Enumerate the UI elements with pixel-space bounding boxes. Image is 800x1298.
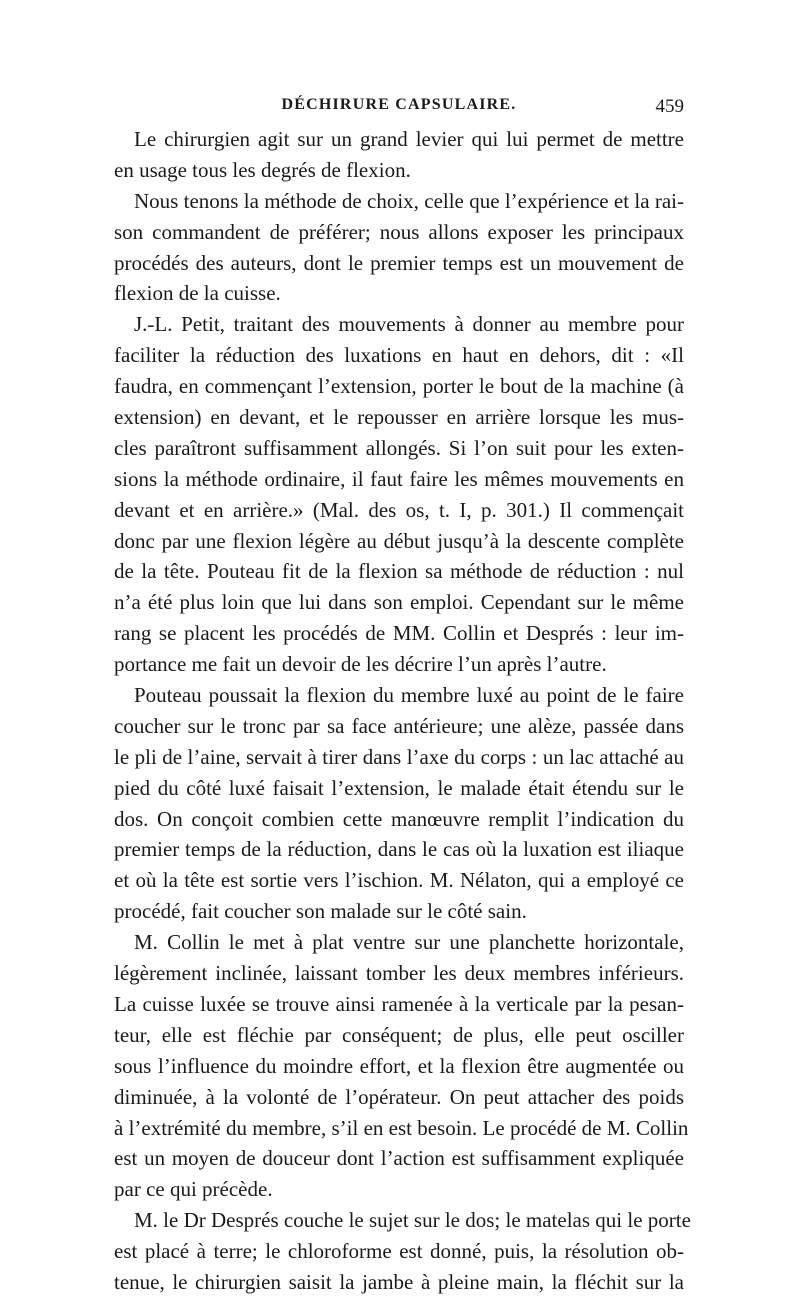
text-line: pied du côté luxé faisait l’extension, le malade était étendu sur le: [114, 775, 684, 800]
text-line: sous l’influence du moindre effort, et la flexion être augmentée ou: [114, 1053, 684, 1078]
text-line: son commandent de préférer; nous allons exposer les principaux: [114, 219, 684, 244]
page-number: 459: [655, 96, 684, 117]
text-line: de la tête. Pouteau fit de la flexion sa méthode de réduction : nul: [114, 559, 684, 584]
text-line: procédés des auteurs, dont le premier temps est un mouvement de: [114, 250, 684, 275]
text-line: Nous tenons la méthode de choix, celle que l’expérience et la rai-: [134, 188, 684, 213]
text-line: tenue, le chirurgien saisit la jambe à pleine main, la fléchit sur la: [114, 1269, 684, 1294]
text-line: La cuisse luxée se trouve ainsi ramenée à la verticale par la pesan-: [114, 991, 684, 1016]
text-line: à l’extrémité du membre, s’il en est besoin. Le procédé de M. Collin: [114, 1115, 689, 1140]
text-line: cles paraîtront suffisamment allongés. Si l’on suit pour les exten-: [114, 435, 684, 460]
text-line: en usage tous les degrés de flexion.: [114, 157, 411, 182]
text-line: faciliter la réduction des luxations en haut en dehors, dit : «Il: [114, 343, 684, 368]
body-text: [114, 124, 691, 1298]
text-line: légèrement inclinée, laissant tomber les deux membres inférieurs.: [114, 961, 684, 986]
text-line: devant et en arrière.» (Mal. des os, t. I, p. 301.) Il commençait: [114, 497, 684, 522]
text-line: faudra, en commençant l’extension, porter le bout de la machine (à: [114, 374, 684, 399]
text-line: donc par une flexion légère au début jusqu’à la descente complète: [114, 528, 684, 553]
text-line: et où la tête est sortie vers l’ischion. M. Nélaton, qui a employé ce: [114, 868, 684, 893]
text-line: Le chirurgien agit sur un grand levier qui lui permet de mettre: [134, 127, 684, 151]
text-line: extension) en devant, et le repousser en arrière lorsque les mus-: [114, 405, 684, 430]
text-line: M. Collin le met à plat ventre sur une planchette horizontale,: [134, 930, 684, 955]
text-line: portance me fait un devoir de les décrire l’un après l’autre.: [114, 652, 607, 677]
text-line: premier temps de la réduction, dans le cas où la luxation est iliaque: [114, 837, 684, 862]
text-line: diminuée, à la volonté de l’opérateur. On peut attacher des poids: [114, 1084, 684, 1109]
text-line: rang se placent les procédés de MM. Collin et Després : leur im-: [114, 621, 684, 646]
running-head: [114, 96, 684, 120]
text-line: procédé, fait coucher son malade sur le côté sain.: [114, 899, 527, 924]
text-line: coucher sur le tronc par sa face antérieure; une alèze, passée dans: [114, 713, 684, 738]
text-line: Pouteau poussait la flexion du membre luxé au point de le faire: [134, 683, 684, 708]
text-line: teur, elle est fléchie par conséquent; de plus, elle peut osciller: [114, 1022, 684, 1047]
text-line: n’a été plus loin que lui dans son emploi. Cependant sur le même: [114, 590, 684, 615]
text-line: M. le Dr Després couche le sujet sur le dos; le matelas qui le porte: [134, 1208, 691, 1233]
text-line: sions la méthode ordinaire, il faut faire les mêmes mouvements en: [114, 466, 684, 491]
text-line: est placé à terre; le chloroforme est donné, puis, la résolution ob-: [114, 1239, 684, 1264]
text-line: par ce qui précède.: [114, 1177, 273, 1202]
text-line: J.-L. Petit, traitant des mouvements à donner au membre pour: [134, 312, 684, 337]
text-line: le pli de l’aine, servait à tirer dans l’axe du corps : un lac attaché au: [114, 744, 684, 769]
text-line: dos. On conçoit combien cette manœuvre remplit l’indication du: [114, 806, 684, 831]
text-line: flexion de la cuisse.: [114, 281, 281, 306]
running-title: DÉCHIRURE CAPSULAIRE.: [281, 96, 517, 113]
text-line: est un moyen de douceur dont l’action est suffisamment expliquée: [114, 1146, 684, 1171]
